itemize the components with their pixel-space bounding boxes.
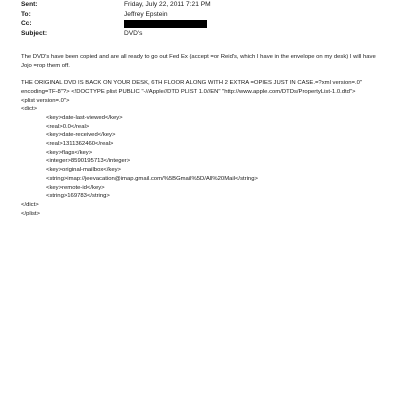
subject-value: DVD's bbox=[124, 29, 143, 37]
to-value: Jeffrey Epstein bbox=[124, 10, 168, 18]
body-paragraph-2: THE ORIGINAL DVD IS BACK ON YOUR DESK, 6TH FLOOR ALONG WITH 2 EXTRA =OPIES JUST IN CASE.=?xml version=.0" encoding=TF-8"?> <!DOCTYPE plist PUBLIC "-//Apple//DTD PLIST 1.0//EN" "http://www.apple.com/DTDs/PropertyList-1.0.dtd"> bbox=[21, 80, 362, 95]
cc-redaction-box bbox=[124, 20, 207, 28]
subject-label: Subject: bbox=[21, 29, 48, 37]
plist-line: <integer>8590195713</integer> bbox=[46, 158, 131, 165]
paragraph-gap bbox=[21, 70, 383, 79]
sent-value: Friday, July 22, 2011 7:21 PM bbox=[124, 1, 211, 8]
plist-line: <key>date-last-viewed</key> bbox=[46, 114, 123, 121]
plist-line: <key>remote-id</key> bbox=[46, 184, 105, 191]
plist-line: <key>date-received</key> bbox=[46, 132, 116, 139]
plist-line: <real>1311362460</real> bbox=[46, 141, 114, 148]
plist-line: <key>original-mailbox</key> bbox=[46, 167, 121, 174]
cc-label: Cc: bbox=[21, 20, 32, 27]
sent-row bbox=[21, 0, 381, 10]
sent-label: Sent: bbox=[21, 1, 38, 8]
cc-row bbox=[21, 19, 381, 29]
to-row bbox=[21, 10, 381, 20]
plist-line: <key>flags</key> bbox=[46, 149, 93, 156]
plist-line: <real>0.0</real> bbox=[46, 123, 90, 130]
dict-open: <dict> bbox=[21, 106, 38, 113]
plist-line: <string>169783</string> bbox=[46, 193, 110, 200]
body-paragraph-1: The DVD's have been copied and are all ready to go out Fed Ex (accept =or Reid's, which I have in the envelope on my desk) I will have Jojo =rop them off. bbox=[21, 54, 376, 69]
email-header bbox=[21, 0, 381, 38]
plist-open: <plist version=.0"> bbox=[21, 97, 70, 104]
dict-close: </dict> bbox=[21, 201, 39, 208]
subject-row bbox=[21, 29, 381, 39]
plist-close: </plist> bbox=[21, 210, 40, 217]
email-body bbox=[21, 53, 383, 218]
to-label: To: bbox=[21, 10, 31, 18]
plist-line: <string>imap://jeevacation@imap.gmail.com/%5BGmail%5D/All%20Mail</string> bbox=[46, 175, 258, 182]
